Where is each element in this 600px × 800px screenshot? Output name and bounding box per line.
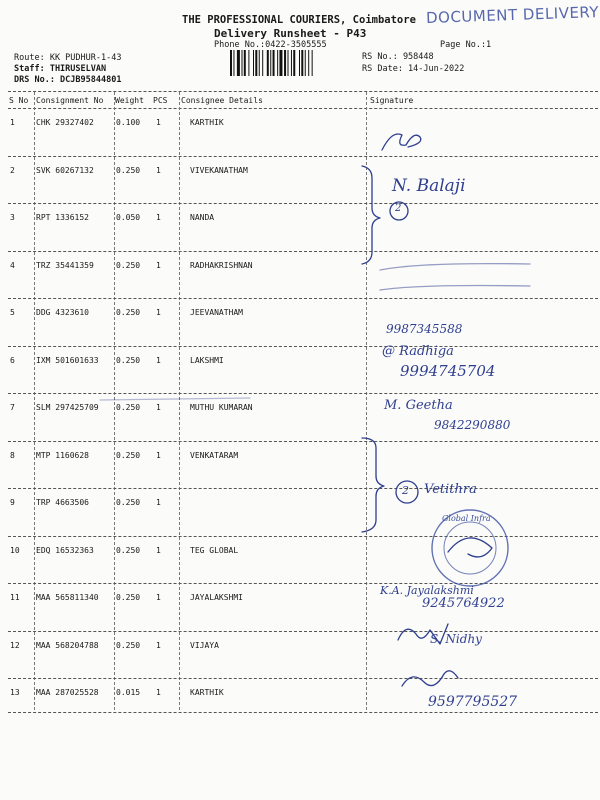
row-consignment-no: RPT 1336152 <box>36 213 89 222</box>
seal-signature <box>448 538 492 557</box>
column-header-pcs: PCS <box>153 96 168 105</box>
row-consignee: KARTHIK <box>190 688 224 697</box>
column-header-consignee: Consignee Details <box>181 96 263 105</box>
runsheet-title: Delivery Runsheet - P43 <box>214 27 367 40</box>
row-consignee: VIVEKANATHAM <box>190 165 248 175</box>
row-consignment-no: TRP 4663506 <box>36 498 89 507</box>
page-number: Page No.:1 <box>440 40 492 50</box>
row-sno: 3 <box>10 213 15 222</box>
row-consignee: JAYALAKSHMI <box>190 593 243 602</box>
row-sno: 2 <box>10 165 15 175</box>
row-pcs: 1 <box>156 403 161 412</box>
company-name: THE PROFESSIONAL COURIERS, Coimbatore <box>182 14 416 26</box>
signature-row-12-text: S. Nidhy <box>430 632 482 646</box>
phone-row-13: 9597795527 <box>428 694 518 710</box>
signature-row-6: @ Radhiga <box>382 344 454 359</box>
row-consignee: LAKSHMI <box>190 355 224 365</box>
signature-row-7: M. Geetha <box>384 398 453 413</box>
row-sno: 8 <box>10 450 15 460</box>
row-pcs: 1 <box>156 640 161 650</box>
row-consignment-no: IXM 501601633 <box>36 355 99 365</box>
row-weight: 0.250 <box>116 640 141 650</box>
group-bracket-2-3 <box>362 166 380 264</box>
row-pcs: 1 <box>156 118 161 127</box>
row-weight: 0.250 <box>116 355 141 365</box>
row-consignment-no: DDG 4323610 <box>36 308 89 317</box>
row-weight: 0.250 <box>116 403 141 412</box>
row-sno: 5 <box>10 308 15 317</box>
row-sno: 9 <box>10 498 15 507</box>
signature-row-9: Vetithra <box>424 482 477 497</box>
row-pcs: 1 <box>156 545 161 555</box>
drs-number: DRS No.: DCJB95844801 <box>14 75 122 85</box>
row-sno: 12 <box>10 640 20 650</box>
row-sno: 6 <box>10 355 15 365</box>
row-consignee: RADHAKRISHNAN <box>190 260 253 270</box>
row-pcs: 1 <box>156 450 161 460</box>
row-consignment-no: MAA 568204788 <box>36 640 99 650</box>
row-consignee: TEG GLOBAL <box>190 545 239 555</box>
row-weight: 0.250 <box>116 450 141 460</box>
row-weight: 0.015 <box>116 688 141 697</box>
row-consignment-no: EDQ 16532363 <box>36 545 94 555</box>
document-delivery-stamp: DOCUMENT DELIVERY <box>425 2 600 28</box>
circled-count: 2 <box>395 203 402 214</box>
signature-row-11: K.A. Jayalakshmi <box>380 584 474 597</box>
group-bracket-8-9 <box>362 438 384 532</box>
stamp-ink-row-4 <box>380 264 530 270</box>
row-sno: 4 <box>10 260 15 270</box>
row-pcs: 1 <box>156 688 161 697</box>
row-sno: 7 <box>10 403 15 412</box>
rs-number: RS No.: 958448 <box>362 52 434 62</box>
row-consignee: MUTHU KUMARAN <box>190 403 253 412</box>
stray-line-row-7 <box>100 398 250 400</box>
column-header-consignment: Consignment No <box>36 96 104 105</box>
route: Route: KK PUDHUR-1-43 <box>14 53 122 63</box>
row-pcs: 1 <box>156 260 161 270</box>
seal-text: Global Infra <box>442 514 491 523</box>
row-consignment-no: MTP 1160628 <box>36 450 89 460</box>
row-consignment-no: SLM 297425709 <box>36 403 99 412</box>
table-bottom-rule <box>8 712 598 713</box>
phone-row-5: 9987345588 <box>386 322 463 336</box>
row-pcs: 1 <box>156 355 161 365</box>
row-weight: 0.250 <box>116 165 141 175</box>
row-consignment-no: TRZ 35441359 <box>36 260 94 270</box>
rs-date: RS Date: 14-Jun-2022 <box>362 64 465 74</box>
row-pcs: 1 <box>156 593 161 602</box>
row-sno: 10 <box>10 545 20 555</box>
row-pcs: 1 <box>156 498 161 507</box>
row-weight: 0.250 <box>116 308 141 317</box>
row-consignment-no: MAA 287025528 <box>36 688 99 697</box>
row-pcs: 1 <box>156 165 161 175</box>
row-weight: 0.250 <box>116 593 141 602</box>
row-consignee: VIJAYA <box>190 640 219 650</box>
phone-number: Phone No.:0422-3505555 <box>214 40 327 50</box>
signature-row-2: N. Balaji <box>392 176 466 196</box>
row-weight: 0.250 <box>116 545 141 555</box>
stamp-ink-row-4 <box>380 286 530 291</box>
column-header-signature: Signature <box>370 96 414 105</box>
row-weight: 0.250 <box>116 498 141 507</box>
staff: Staff: THIRUSELVAN <box>14 64 107 74</box>
signature-row-1 <box>382 134 421 150</box>
row-consignment-no: SVK 60267132 <box>36 165 94 175</box>
row-consignment-no: MAA 565811340 <box>36 593 99 602</box>
row-consignee: VENKATARAM <box>190 450 239 460</box>
phone-row-7: 9842290880 <box>434 418 511 432</box>
row-consignee: NANDA <box>190 213 215 222</box>
row-sno: 11 <box>10 593 20 602</box>
row-weight: 0.050 <box>116 213 141 222</box>
row-consignee: JEEVANATHAM <box>190 308 243 317</box>
row-sno: 13 <box>10 688 20 697</box>
column-header-sno: S No <box>9 96 29 105</box>
circled-count: 2 <box>402 484 409 497</box>
signature-row-13 <box>402 671 458 686</box>
row-pcs: 1 <box>156 213 161 222</box>
row-weight: 0.100 <box>116 118 141 127</box>
phone-row-11: 9245764922 <box>422 596 505 611</box>
row-consignment-no: CHK 29327402 <box>36 118 94 127</box>
row-consignee: KARTHIK <box>190 118 224 127</box>
phone-row-6: 9994745704 <box>400 362 496 380</box>
column-header-weight: Weight <box>115 96 144 105</box>
row-pcs: 1 <box>156 308 161 317</box>
row-weight: 0.250 <box>116 260 141 270</box>
row-sno: 1 <box>10 118 15 127</box>
